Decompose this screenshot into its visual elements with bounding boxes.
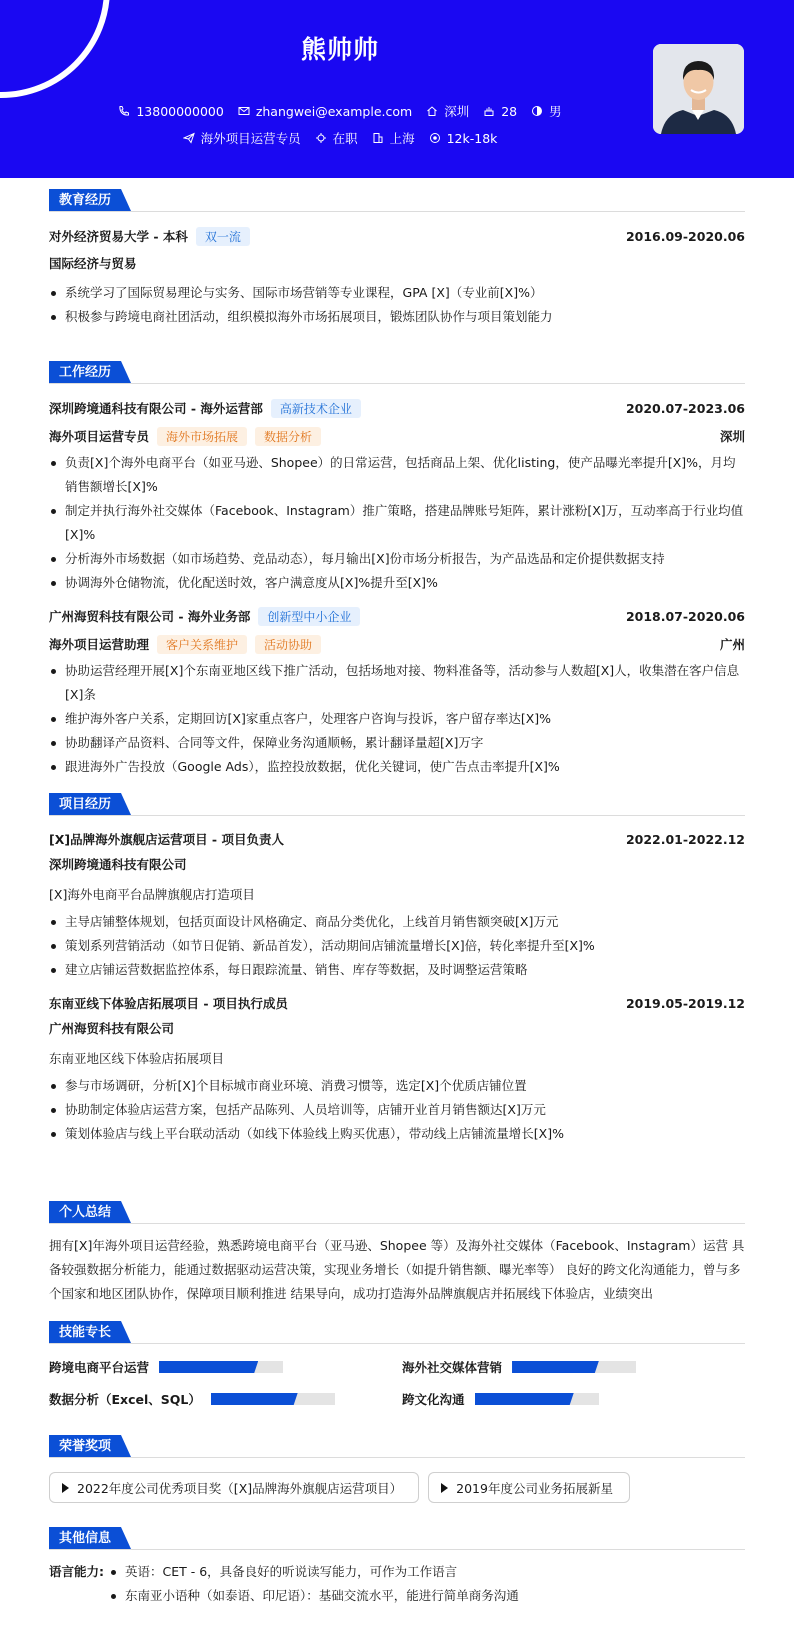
salary-text: 12k-18k [446,130,498,146]
skill-bar [159,1361,283,1373]
position-text: 海外项目运营专员 [200,131,301,146]
contact-row [0,102,680,120]
project-name: [X]品牌海外旗舰店运营项目 - 项目负责人 [49,832,284,847]
list-item: 英语：CET - 6，具备良好的听说读写能力，可作为工作语言 [109,1560,519,1584]
skill-bar-fill [211,1393,298,1405]
summary-text: 拥有[X]年海外项目运营经验，熟悉跨境电商平台（亚马逊、Shopee 等）及海外社交媒体（Facebook、Instagram）运营 具备较强数据分析能力，能通过数据驱动运营决策，实现业务增长（如提升销售额、曝光率等） 良好的跨文化沟通能力，曾与多个国家和地区团队协作，保障项目顺利推进 结果导向，成功打造海外品牌旗舰店并拓展线下体验店，业绩突出 [49,1238,745,1301]
status-text: 在职 [332,131,358,146]
position-item [183,129,301,147]
projects-section [49,794,745,1146]
awards-title-bar [49,1436,745,1458]
skill-bar-fill [159,1361,258,1373]
project-desc: [X]海外电商平台品牌旗舰店打造项目 [49,887,255,902]
list-item: 策划体验店与线上平台联动活动（如线下体验线上购买优惠），带动线上店铺流量增长[X]% [49,1122,745,1146]
skill-tag: 活动协助 [255,635,321,654]
section-title: 教育经历 [49,189,121,211]
role-line [49,427,321,446]
play-arrow-icon [441,1483,448,1493]
awards-list [49,1472,745,1503]
skill-bar-fill [512,1361,599,1373]
list-item: 主导店铺整体规划，包括页面设计风格确定、商品分类优化，上线首月销售额突破[X]万元 [49,910,745,934]
email-text: zhangwei@example.com [255,103,413,119]
school-name: 对外经济贸易大学 - 本科 [49,228,188,244]
skills-title-bar [49,1322,745,1344]
project-bullets [49,1074,745,1146]
role-line [49,635,321,654]
job-role-row [49,424,745,448]
list-item: 系统学习了国际贸易理论与实务、国际市场营销等专业课程，GPA [X]（专业前[X]%） [49,281,745,305]
skill-name: 海外社交媒体营销 [402,1360,503,1375]
project-dates: 2022.01-2022.12 [625,831,745,847]
job-intent-row [0,129,680,147]
age-text: 28 [501,103,518,119]
section-title: 工作经历 [49,361,121,383]
job-bullets [49,451,745,595]
summary-title-bar [49,1202,745,1224]
candidate-name: 熊帅帅 [300,35,379,64]
list-item: 积极参与跨境电商社团活动，组织模拟海外市场拓展项目，锻炼团队协作与项目策划能力 [49,305,745,329]
education-section [49,190,745,329]
company-tag: 高新技术企业 [271,399,361,418]
work-city-item [372,129,415,147]
other-title-bar [49,1528,745,1550]
play-arrow-icon [62,1483,69,1493]
language-list [109,1560,519,1608]
language-block [49,1560,745,1608]
company-name: 深圳跨境通科技有限公司 - 海外运营部 [49,400,263,416]
work-section [49,362,745,779]
education-dates: 2016.09-2020.06 [625,228,745,244]
job-role-row [49,632,745,656]
skill-item [402,1358,745,1376]
skills-grid [49,1358,745,1408]
summary-section [49,1202,745,1306]
job-city: 深圳 [719,429,745,444]
award-item [49,1472,419,1503]
skill-name: 数据分析（Excel、SQL） [49,1392,201,1407]
salary-item [429,129,498,147]
project-desc: 东南亚地区线下体验店拓展项目 [49,1051,225,1066]
skill-item [402,1390,745,1408]
company-line [49,607,360,626]
education-title-bar [49,190,745,212]
education-header-row [49,225,745,247]
skill-bar-fill [475,1393,574,1405]
list-item: 维护海外客户关系，定期回访[X]家重点客户，处理客户咨询与投诉，客户留存率达[X]% [49,707,745,731]
city-text: 深圳 [444,104,470,119]
resume-header [0,0,794,178]
job-header-row [49,397,745,419]
project-dates: 2019.05-2019.12 [625,995,745,1011]
job-header-row [49,605,745,627]
age-item [483,102,517,120]
email-item [238,102,412,120]
skill-bar [475,1393,599,1405]
profile-photo [653,44,744,134]
section-title: 其他信息 [49,1527,121,1549]
list-item: 制定并执行海外社交媒体（Facebook、Instagram）推广策略，搭建品牌账号矩阵，累计涨粉[X]万，互动率高于行业均值[X]% [49,499,745,547]
status-item [315,129,358,147]
phone-item [118,102,223,120]
company-name: 广州海贸科技有限公司 - 海外业务部 [49,608,251,624]
award-text: 2022年度公司优秀项目奖（[X]品牌海外旗舰店运营项目） [77,1480,403,1496]
major: 国际经济与贸易 [49,256,137,271]
other-section [49,1528,745,1608]
project-company: 深圳跨境通科技有限公司 [49,857,187,872]
skill-tag: 海外市场拓展 [157,427,247,446]
job-dates: 2020.07-2023.06 [625,400,745,416]
company-tag: 创新型中小企业 [258,607,360,626]
project-name: 东南亚线下体验店拓展项目 - 项目执行成员 [49,996,288,1011]
work-city-text: 上海 [389,131,415,146]
job-city: 广州 [719,637,745,652]
language-label: 语言能力: [49,1564,104,1579]
skills-section [49,1322,745,1408]
section-title: 荣誉奖项 [49,1435,121,1457]
work-title-bar [49,362,745,384]
job-dates: 2018.07-2020.06 [625,608,745,624]
list-item: 协助制定体验店运营方案，包括产品陈列、人员培训等，店铺开业首月销售额达[X]万元 [49,1098,745,1122]
list-item: 分析海外市场数据（如市场趋势、竞品动态），每月输出[X]份市场分析报告，为产品选品和定价提供数据支持 [49,547,745,571]
list-item: 负责[X]个海外电商平台（如亚马逊、Shopee）的日常运营，包括商品上架、优化listing，使产品曝光率提升[X]%，月均销售额增长[X]% [49,451,745,499]
send-icon [183,132,195,144]
building-icon [372,132,384,144]
award-text: 2019年度公司业务拓展新星 [456,1480,613,1496]
phone-icon [118,105,130,117]
cake-icon [483,105,495,117]
school-line [49,227,250,246]
skill-name: 跨境电商平台运营 [49,1360,150,1375]
list-item: 协助翻译产品资料、合同等文件，保障业务沟通顺畅，累计翻译量超[X]万字 [49,731,745,755]
section-title: 项目经历 [49,793,121,815]
award-item [428,1472,630,1503]
list-item: 策划系列营销活动（如节日促销、新品首发），活动期间店铺流量增长[X]倍，转化率提升至[X]% [49,934,745,958]
skill-tag: 客户关系维护 [157,635,247,654]
section-title: 个人总结 [49,1201,121,1223]
role-name: 海外项目运营专员 [49,428,150,444]
phone-text: 13800000000 [136,103,224,119]
projects-title-bar [49,794,745,816]
skill-item [49,1390,402,1408]
project-header-row [49,828,745,850]
gender-icon [531,105,543,117]
gender-item [531,102,562,120]
money-icon [429,132,441,144]
job-bullets [49,659,745,779]
gender-text: 男 [549,104,562,119]
project-bullets [49,910,745,982]
skill-item [49,1358,402,1376]
role-name: 海外项目运营助理 [49,636,150,652]
status-icon [315,132,327,144]
section-title: 技能专长 [49,1321,121,1343]
project-header-row [49,992,745,1014]
list-item: 跟进海外广告投放（Google Ads），监控投放数据，优化关键词，使广告点击率提升[X]% [49,755,745,779]
list-item: 东南亚小语种（如泰语、印尼语）：基础交流水平，能进行简单商务沟通 [109,1584,519,1608]
skill-name: 跨文化沟通 [402,1392,465,1407]
education-bullets [49,281,745,329]
city-item [426,102,469,120]
project-company: 广州海贸科技有限公司 [49,1021,175,1036]
list-item: 参与市场调研，分析[X]个目标城市商业环境、消费习惯等，选定[X]个优质店铺位置 [49,1074,745,1098]
list-item: 协调海外仓储物流，优化配送时效，客户满意度从[X]%提升至[X]% [49,571,745,595]
home-icon [426,105,438,117]
skill-tag: 数据分析 [255,427,321,446]
skill-bar [512,1361,636,1373]
school-tag: 双一流 [196,227,250,246]
list-item: 建立店铺运营数据监控体系，每日跟踪流量、销售、库存等数据，及时调整运营策略 [49,958,745,982]
awards-section [49,1436,745,1503]
skill-bar [211,1393,335,1405]
company-line [49,399,361,418]
list-item: 协助运营经理开展[X]个东南亚地区线下推广活动，包括场地对接、物料准备等，活动参与人数超[X]人，收集潜在客户信息[X]条 [49,659,745,707]
mail-icon [238,105,250,117]
